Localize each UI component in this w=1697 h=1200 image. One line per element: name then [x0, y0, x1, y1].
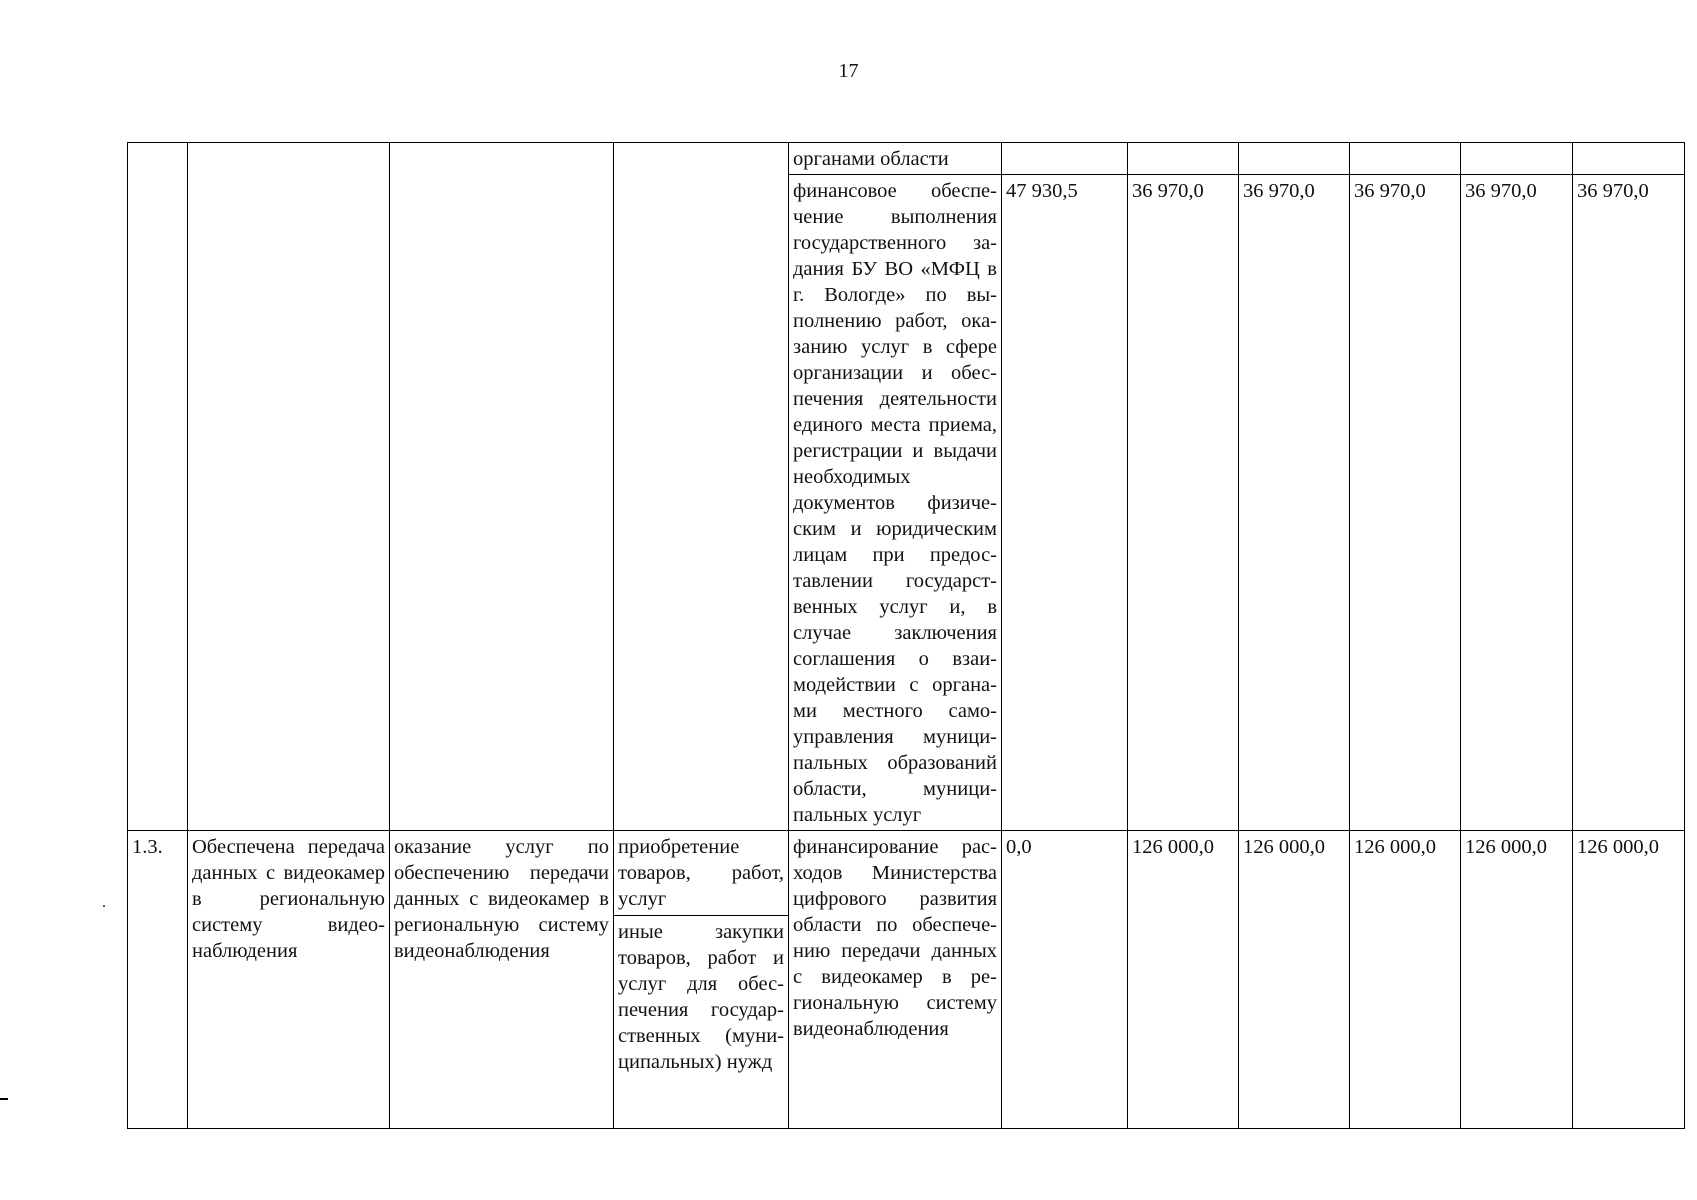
margin-mark — [0, 1098, 8, 1100]
cell-purpose: финансирование расходов Министерства цифрового развития области по обеспечению передачи данных с видеокамер в региональную систему видеонаблюдения — [789, 831, 1002, 1129]
cell-value: 36 970,0 — [1239, 175, 1350, 831]
row-1-3 — [128, 831, 1685, 1129]
cell-value: 36 970,0 — [1573, 175, 1685, 831]
cell-value: 36 970,0 — [1461, 175, 1573, 831]
cell-result-continued — [188, 143, 390, 831]
scan-speck — [103, 905, 105, 907]
cell-empty-value — [1002, 143, 1128, 175]
cell-value: 126 000,0 — [1350, 831, 1461, 1129]
cell-result: Обеспечена передача данных с видеокамер в региональную систему видеонаблюдения — [188, 831, 390, 1129]
expense-type-1: приобретение товаров, работ, услуг — [614, 834, 788, 916]
continued-row-header — [128, 143, 1685, 175]
cell-expense-continued — [614, 143, 789, 831]
cell-service: оказание услуг по обеспечению передачи данных с видеокамер в региональную систему видеонаблюдения — [390, 831, 614, 1129]
cell-value: 36 970,0 — [1350, 175, 1461, 831]
cell-expense-type — [614, 831, 789, 1129]
cell-value: 126 000,0 — [1239, 831, 1350, 1129]
cell-empty-value — [1350, 143, 1461, 175]
page-number: 17 — [838, 60, 859, 82]
cell-empty-value — [1573, 143, 1685, 175]
cell-value: 0,0 — [1002, 831, 1128, 1129]
cell-header-text: органами области — [789, 143, 1002, 175]
cell-value: 36 970,0 — [1128, 175, 1239, 831]
cell-empty-value — [1128, 143, 1239, 175]
cell-empty-value — [1461, 143, 1573, 175]
cell-num-continued — [128, 143, 188, 831]
budget-table — [127, 142, 1685, 1129]
cell-value: 47 930,5 — [1002, 175, 1128, 831]
cell-value: 126 000,0 — [1461, 831, 1573, 1129]
cell-value: 126 000,0 — [1573, 831, 1685, 1129]
cell-empty-value — [1239, 143, 1350, 175]
cell-purpose-mfc: финансовое обеспечение выполнения государственного задания БУ ВО «МФЦ в г. Вологде» по выполнению работ, оказанию услуг в сфере организации и обеспечения деятельности единого места приема, регистрации и выдачи необходимых документов физическим и юридическим лицам при предоставлении государственных услуг и, в случае заключения соглашения о взаимодействии с органами местного самоуправления муниципальных образований области, муниципальных услуг — [789, 175, 1002, 831]
expense-type-2: иные закупки товаров, работ и услуг для обеспечения государственных (муниципальных) нужд — [618, 921, 784, 1073]
cell-num: 1.3. — [128, 831, 188, 1129]
cell-value: 126 000,0 — [1128, 831, 1239, 1129]
cell-service-continued — [390, 143, 614, 831]
